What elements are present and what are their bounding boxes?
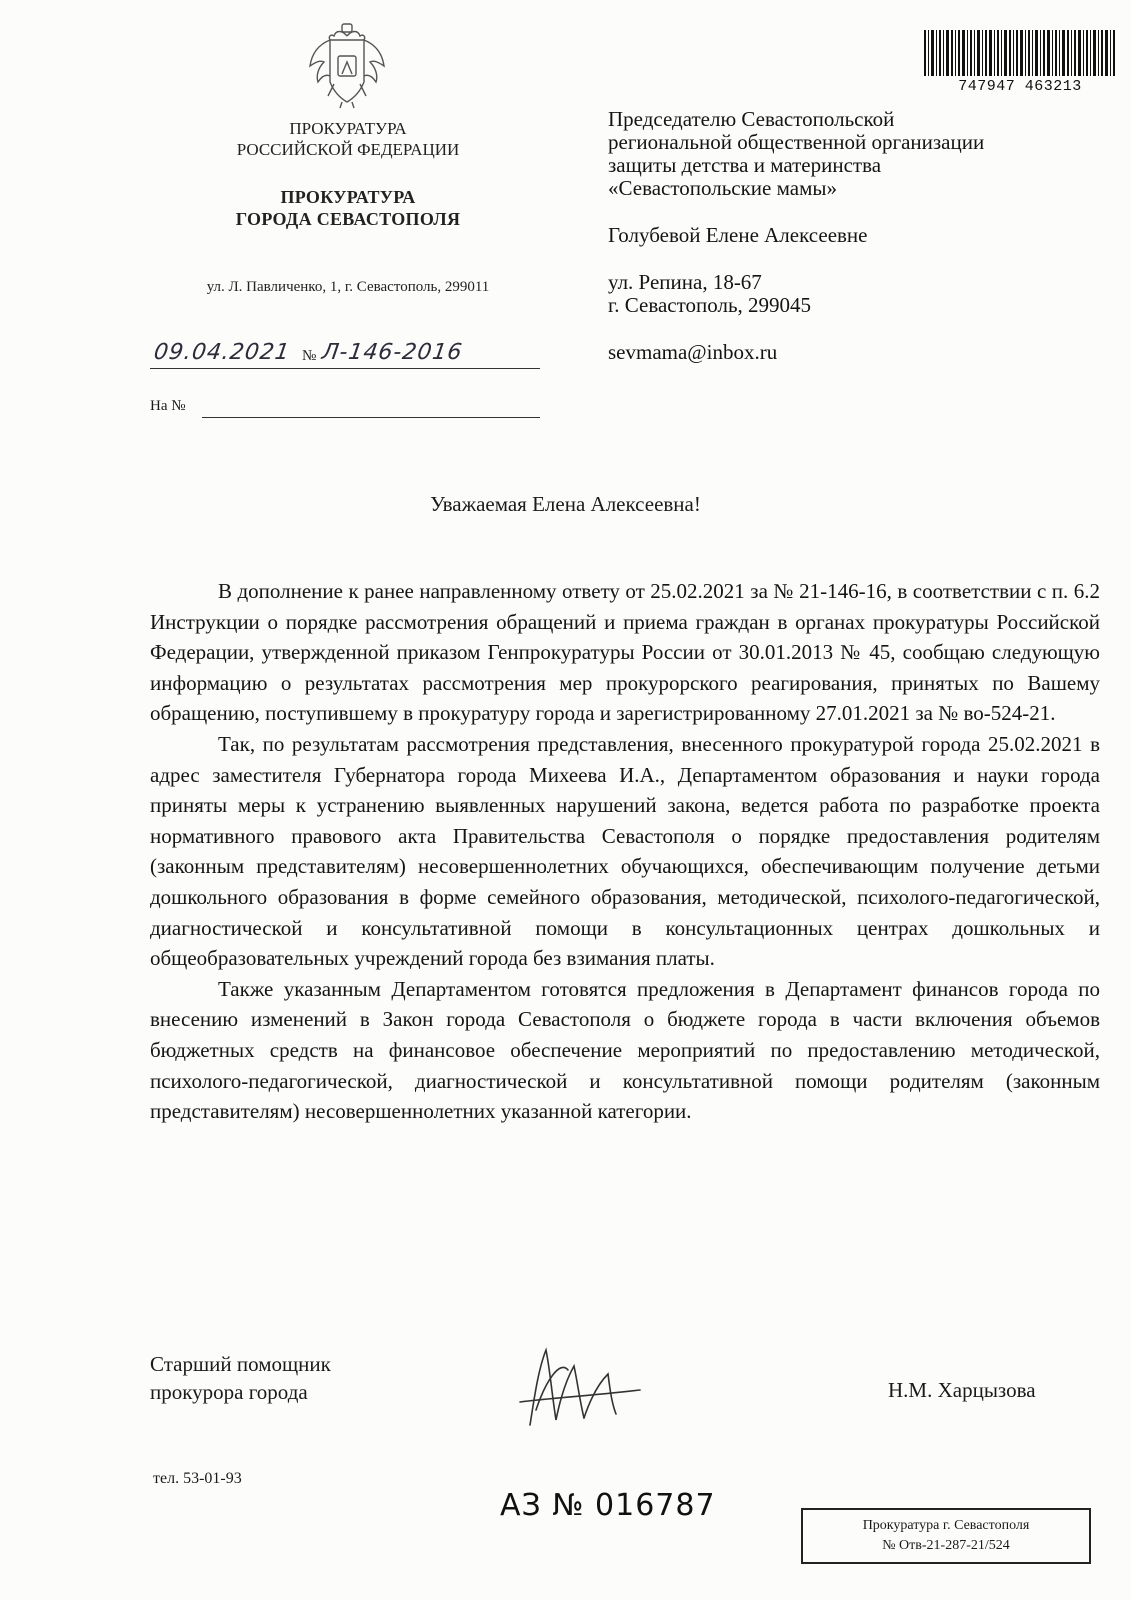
sender-authority bbox=[150, 118, 546, 160]
stamp-line-office: Прокуратура г. Севастополя bbox=[862, 1518, 1030, 1533]
signatory-name: Н.М. Харцызова bbox=[888, 1378, 1036, 1402]
incoming-label: На № bbox=[150, 398, 186, 414]
body-paragraph: В дополнение к ранее направленному ответу от 25.02.2021 за № 21-146-16, в соответствии с п. 6.2 Инструкции о порядке рассмотрения обращений и приема граждан в органах прокуратуры Российской Федерации, утвержденной приказом Генпрокуратуры России от 30.01.2013 № 45, сообщаю следующую информацию о результатах рассмотрения мер прокурорского реагирования, принятых по Вашему обращению, поступившему в прокуратуру города и зарегистрированному 27.01.2021 за № во-524-21. bbox=[150, 579, 1100, 726]
recipient-email: sevmama@inbox.ru bbox=[608, 340, 778, 364]
sender-office-line: ПРОКУРАТУРА bbox=[280, 187, 416, 207]
recipient-title-line: «Севастопольские мамы» bbox=[608, 176, 837, 200]
recipient-address-line: ул. Репина, 18-67 bbox=[608, 270, 762, 294]
recipient-title-line: Председателю Севастопольской bbox=[608, 107, 895, 131]
body-paragraph: Также указанным Департаментом готовятся предложения в Департамент финансов города по внесению изменений в Закон города Севастополя о бюджете города в части включения объемов бюджетных средств на финансовое обеспечение мероприятий по предоставлению методической, психолого-педагогической, диагностической и консультативной помощи родителям (законным представителям) несовершеннолетних указанной категории. bbox=[150, 976, 1100, 1124]
sender-address: ул. Л. Павличенко, 1, г. Севастополь, 299011 bbox=[206, 279, 490, 295]
outgoing-number: Л-146-2016 bbox=[320, 340, 465, 365]
recipient-name: Голубевой Елене Алексеевне bbox=[608, 223, 868, 247]
handwritten-signature bbox=[490, 1340, 660, 1440]
outgoing-number-label: № bbox=[302, 348, 317, 364]
barcode bbox=[922, 30, 1118, 100]
incoming-underline bbox=[202, 417, 540, 418]
signature-scribble bbox=[490, 1340, 660, 1440]
recipient-title-line: региональной общественной организации bbox=[608, 130, 985, 154]
recipient-title-line: защиты детства и материнства bbox=[608, 153, 882, 177]
barcode-number: 747947 463213 bbox=[958, 78, 1082, 95]
signatory-position bbox=[150, 1350, 331, 1406]
registration-stamp bbox=[801, 1508, 1091, 1564]
outgoing-date: 09.04.2021 bbox=[152, 340, 292, 365]
outgoing-underline bbox=[150, 368, 540, 369]
outgoing-reference bbox=[150, 340, 540, 370]
incoming-reference bbox=[150, 398, 542, 420]
greeting: Уважаемая Елена Алексеевна! bbox=[430, 492, 701, 516]
recipient-block bbox=[608, 108, 1108, 364]
contact-phone: тел. 53-01-93 bbox=[153, 1470, 242, 1487]
sender-office-line: ГОРОДА СЕВАСТОПОЛЯ bbox=[235, 209, 461, 229]
body-paragraph: Так, по результатам рассмотрения представления, внесенного прокуратурой города 25.02.2021 в адрес заместителя Губернатора города Михеева И.А., Департаментом образования и науки города приняты меры к устранению выявленных нарушений закона, ведется работа по разработке проекта нормативного правового акта Правительства Севастополя о порядке предоставления родителям (законным представителям) несовершеннолетних обучающихся, обеспечивающим получение детьми дошкольного образования в форме семейного образования, методической, психолого-педагогической, диагностической и консультативной помощи в консультационных центрах дошкольных и общеобразовательных учреждений города без взимания платы. bbox=[150, 731, 1100, 971]
sender-office bbox=[150, 186, 546, 230]
barcode-bars bbox=[922, 30, 1118, 76]
double-headed-eagle-icon bbox=[306, 22, 388, 110]
form-serial-number: АЗ № 016787 bbox=[500, 1488, 716, 1523]
sender-authority-line: ПРОКУРАТУРА bbox=[289, 119, 407, 138]
coat-of-arms-emblem bbox=[306, 22, 388, 110]
letter-body bbox=[150, 576, 1100, 1127]
signatory-position-line: прокурора города bbox=[150, 1380, 308, 1404]
stamp-line-number: № Отв-21-287-21/524 bbox=[882, 1538, 1010, 1553]
signatory-position-line: Старший помощник bbox=[150, 1352, 331, 1376]
recipient-address-line: г. Севастополь, 299045 bbox=[608, 293, 812, 317]
sender-authority-line: РОССИЙСКОЙ ФЕДЕРАЦИИ bbox=[236, 140, 460, 159]
